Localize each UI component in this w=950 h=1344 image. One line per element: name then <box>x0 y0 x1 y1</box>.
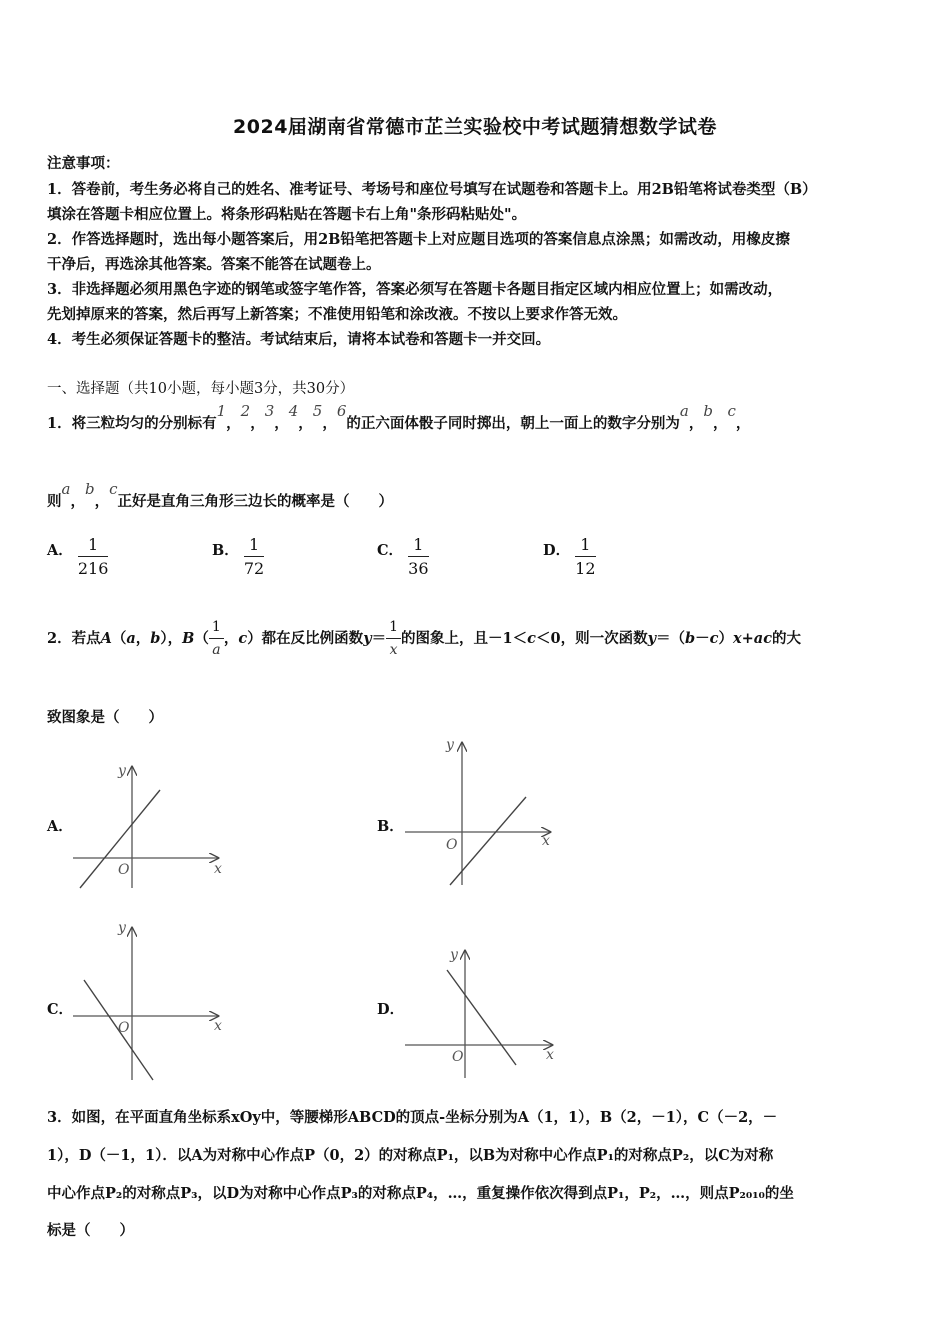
var-c: c <box>727 402 736 420</box>
die-number: 3 <box>264 402 275 420</box>
option-c[interactable]: C． $\frac{1}{36}$ <box>377 535 429 578</box>
fraction: $\frac{1}{x}$ <box>386 618 401 659</box>
var-b: b <box>703 402 713 420</box>
graph-b[interactable] <box>400 735 570 890</box>
fraction: $\frac{1}{12}$ <box>575 535 596 578</box>
option-c[interactable]: C． <box>47 1001 74 1018</box>
notice-heading: 注意事项： <box>47 155 120 172</box>
fraction: $\frac{1}{a}$ <box>209 618 224 659</box>
x-label: x <box>546 1047 554 1063</box>
y-label: y <box>118 763 126 779</box>
option-a[interactable]: A． <box>47 818 73 835</box>
notice-line: 干净后，再选涂其他答案。答案不能答在试题卷上。 <box>47 256 381 273</box>
question-3-stem: 3．如图，在平面直角坐标系xOy中，等腰梯形ABCD的顶点-坐标分别为A（1，1），B（2，－1），C（－2，－ <box>47 1109 778 1126</box>
graph-d[interactable] <box>400 943 570 1083</box>
question-1-stem: 1．将三粒均匀的分别标有1，2，3，4，5，6的正六面体骰子同时掷出，朝上一面上的数字分别为a，b，c， <box>47 402 751 432</box>
x-label: x <box>214 1018 222 1034</box>
y-label: y <box>450 947 458 963</box>
question-2-stem: 2．若点A（a，b），B（ $\frac{1}{a}$ ，c）都在反比例函数y＝ $\frac{1}{x}$ 的图象上，且－1＜c＜0，则一次函数y＝（b－c）x+ac的大 <box>47 619 802 658</box>
question-2-stem-line2: 致图象是（ ） <box>47 709 163 726</box>
die-number: 1 <box>216 402 227 420</box>
var-a: a <box>61 480 71 498</box>
notice-line: 3．非选择题必须用黑色字迹的钢笔或签字笔作答，答案必须写在答题卡各题目指定区域内相应位置上；如需改动， <box>47 281 783 298</box>
fraction: $\frac{1}{216}$ <box>77 535 109 578</box>
origin-label: O <box>118 1020 130 1036</box>
notice-line: 先划掉原来的答案，然后再写上新答案；不准使用铅笔和涂改液。不按以上要求作答无效。 <box>47 306 627 323</box>
y-label: y <box>118 920 126 936</box>
option-d[interactable]: D． $\frac{1}{12}$ <box>543 535 596 578</box>
option-b[interactable]: B． $\frac{1}{72}$ <box>212 535 265 578</box>
option-d[interactable]: D． <box>377 1001 405 1018</box>
question-3-stem: 中心作点P₂的对称点P₃，以D为对称中心作点P₃的对称点P₄，…，重复操作依次得到点P₁，P₂，…，则点P₂₀₁₀的坐 <box>47 1185 794 1202</box>
notice-line: 1．答卷前，考生务必将自己的姓名、准考证号、考场号和座位号填写在试题卷和答题卡上。用2B铅笔将试卷类型（B） <box>47 181 817 198</box>
die-number: 2 <box>240 402 251 420</box>
option-b[interactable]: B． <box>377 818 404 835</box>
section-heading: 一、选择题（共10小题，每小题3分，共30分） <box>47 381 355 397</box>
graph-a[interactable] <box>68 755 238 895</box>
notice-line: 4．考生必须保证答题卡的整洁。考试结束后，请将本试卷和答题卡一并交回。 <box>47 331 551 348</box>
var-b: b <box>84 480 95 498</box>
notice-line: 填涂在答题卡相应位置上。将条形码粘贴在答题卡右上角"条形码粘贴处"。 <box>47 206 527 223</box>
page-title: 2024届湖南省常德市芷兰实验校中考试题猜想数学试卷 <box>233 116 717 138</box>
die-number: 5 <box>312 402 323 420</box>
x-label: x <box>542 833 550 849</box>
origin-label: O <box>118 862 130 878</box>
var-c: c <box>109 480 118 498</box>
origin-label: O <box>446 837 458 853</box>
die-number: 6 <box>336 402 347 420</box>
var-a: a <box>679 402 689 420</box>
fraction: $\frac{1}{36}$ <box>408 535 429 578</box>
question-3-stem: 标是（ ） <box>47 1222 134 1239</box>
notice-line: 2．作答选择题时，选出每小题答案后，用2B铅笔把答题卡上对应题目选项的答案信息点涂黑；如需改动，用橡皮擦 <box>47 231 790 248</box>
fraction: $\frac{1}{72}$ <box>243 535 265 578</box>
graph-c[interactable] <box>68 918 238 1083</box>
x-label: x <box>214 861 222 877</box>
option-a[interactable]: A． $\frac{1}{216}$ <box>47 535 109 578</box>
question-3-stem: 1），D（－1，1）．以A为对称中心作点P（0，2）的对称点P₁，以B为对称中心作点P₁的对称点P₂，以C为对称 <box>47 1147 774 1164</box>
die-number: 4 <box>288 402 299 420</box>
origin-label: O <box>452 1049 464 1065</box>
question-1-stem-line2: 则a，b，c正好是直角三角形三边长的概率是（ ） <box>47 480 393 510</box>
y-label: y <box>446 737 454 753</box>
